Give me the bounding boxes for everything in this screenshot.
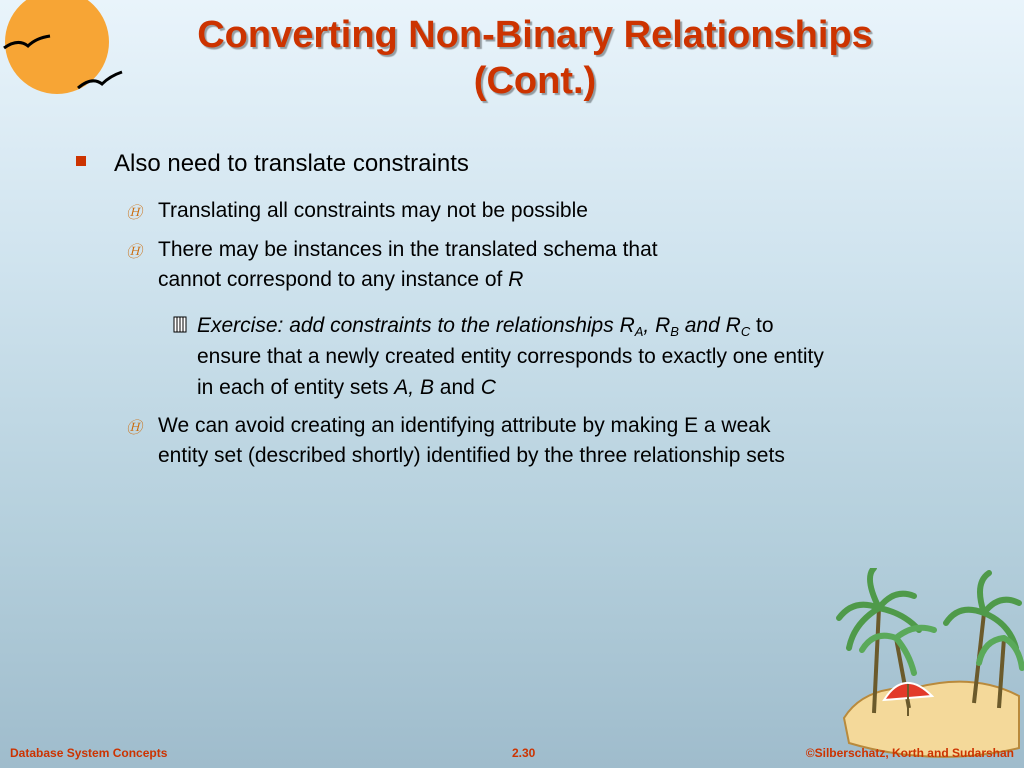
h-bullet-icon: Ⓗ xyxy=(126,418,143,437)
exercise-line1: Exercise: add constraints to the relationships $R_A$, $R_B$ and $R_C$ to xyxy=(197,314,774,339)
sub-bullet-1-text: Translating all constraints may not be possible xyxy=(158,199,588,222)
palm-island-illustration xyxy=(834,568,1024,768)
h-bullet-icon: Ⓗ xyxy=(126,242,143,261)
footer-left: Database System Concepts xyxy=(10,746,168,760)
h-bullet-icon: Ⓗ xyxy=(126,203,143,222)
book-bullet-icon xyxy=(172,314,190,334)
sub-bullet-2-line2: cannot correspond to any instance of R xyxy=(158,268,524,291)
square-bullet-icon xyxy=(76,156,86,166)
footer-page-number: 2.30 xyxy=(512,746,536,760)
exercise-line2: ensure that a newly created entity corresponds to exactly one entity xyxy=(197,345,824,368)
title-line-2: (Cont.) xyxy=(473,60,597,102)
title-line-1: Converting Non-Binary Relationships xyxy=(197,14,873,56)
sub-bullet-3-line2: entity set (described shortly) identified by the three relationship sets xyxy=(158,444,785,467)
footer-copyright: ©Silberschatz, Korth and Sudarshan xyxy=(805,746,1014,760)
sub-bullet-3-line1: We can avoid creating an identifying attribute by making E a weak xyxy=(158,414,771,437)
bullet-main-text: Also need to translate constraints xyxy=(114,150,469,177)
exercise-line3: in each of entity sets A, B and C xyxy=(197,376,496,399)
sub-bullet-2-line1: There may be instances in the translated schema that xyxy=(158,238,658,261)
